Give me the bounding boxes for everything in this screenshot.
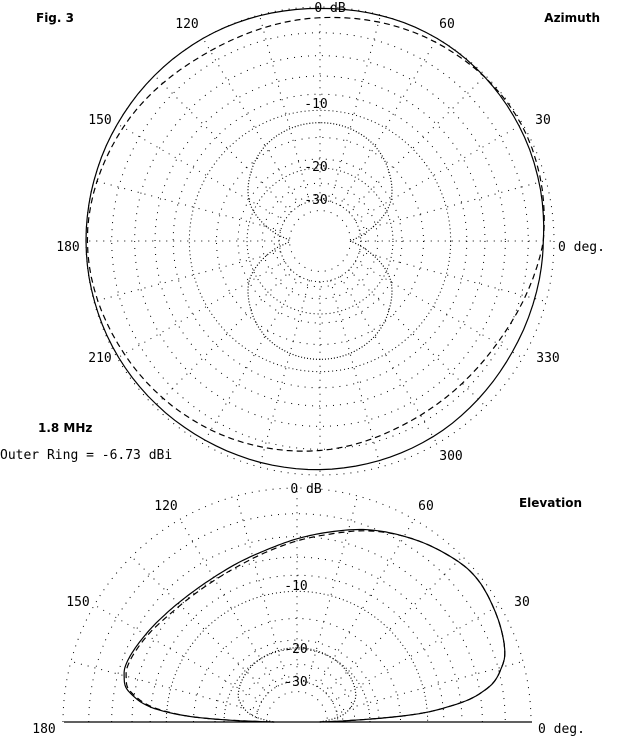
elevation-series — [124, 530, 505, 723]
elevation-spoke — [132, 557, 269, 694]
azimuth-spoke — [349, 76, 486, 213]
azimuth-ring-label-0db: 0 dB — [314, 1, 346, 16]
azimuth-title: Azimuth — [544, 11, 600, 25]
elevation-ring-label-20: -20 — [284, 642, 308, 657]
azimuth-ring-label-20: -20 — [304, 160, 328, 175]
elevation-series-solid — [124, 530, 505, 723]
elevation-ring-label-0db: 0 dB — [290, 482, 322, 497]
azimuth-spoke — [117, 261, 284, 358]
figure-label: Fig. 3 — [36, 11, 74, 25]
azimuth-ring-label-30: -30 — [304, 193, 328, 208]
azimuth-series-dashed — [87, 17, 544, 451]
azimuth-angle-label-300: 300 — [439, 449, 463, 464]
azimuth-series-solid — [86, 8, 544, 469]
azimuth-ring-label-10: -10 — [304, 97, 328, 112]
azimuth-spoke — [331, 280, 381, 467]
azimuth-angle-label-180: 180 — [56, 240, 80, 255]
elevation-spoke — [180, 519, 277, 686]
elevation-angle-label-60: 60 — [418, 499, 434, 514]
elevation-ring-label-30: -30 — [284, 675, 308, 690]
azimuth-spoke — [331, 15, 381, 202]
azimuth-spoke — [94, 180, 281, 230]
elevation-ring-label-10: -10 — [284, 579, 308, 594]
azimuth-spoke — [349, 270, 486, 407]
elevation-ring — [193, 618, 400, 722]
elevation-title: Elevation — [518, 496, 582, 510]
elevation-angle-label-150: 150 — [66, 595, 90, 610]
azimuth-angle-label-0: 0 deg. — [558, 240, 605, 255]
azimuth-angle-label-150: 150 — [88, 113, 112, 128]
outer-ring-label: Outer Ring = -6.73 dBi — [0, 448, 173, 463]
azimuth-spoke — [203, 38, 300, 205]
azimuth-spoke — [203, 276, 300, 443]
azimuth-spoke — [355, 261, 522, 358]
elevation-spoke — [326, 557, 463, 694]
azimuth-spoke — [155, 76, 292, 213]
elevation-angle-label-30: 30 — [514, 595, 530, 610]
azimuth-spoke — [359, 252, 546, 302]
elevation-spoke — [317, 519, 414, 686]
azimuth-angle-label-120: 120 — [175, 17, 199, 32]
elevation-spoke — [336, 661, 523, 711]
elevation-spoke — [236, 496, 286, 683]
azimuth-angle-label-60: 60 — [439, 17, 455, 32]
azimuth-spoke — [355, 124, 522, 221]
elevation-ring — [112, 537, 483, 722]
azimuth-spoke — [359, 180, 546, 230]
elevation-angle-label-180: 180 — [32, 722, 56, 737]
azimuth-spoke — [117, 124, 284, 221]
azimuth-spoke — [340, 276, 437, 443]
azimuth-angle-label-30: 30 — [535, 113, 551, 128]
elevation-ring — [267, 692, 328, 722]
elevation-spoke — [94, 605, 261, 702]
elevation-series-dashed — [126, 531, 505, 722]
frequency-label: 1.8 MHz — [38, 421, 93, 435]
elevation-spoke — [308, 496, 358, 683]
azimuth-angle-label-330: 330 — [536, 351, 560, 366]
azimuth-series — [86, 8, 544, 469]
azimuth-spoke — [259, 280, 309, 467]
elevation-spoke — [332, 605, 499, 702]
azimuth-ring — [290, 211, 351, 272]
azimuth-angle-label-210: 210 — [88, 351, 112, 366]
elevation-angle-label-120: 120 — [154, 499, 178, 514]
azimuth-spoke — [340, 38, 437, 205]
elevation-spoke — [71, 661, 258, 711]
azimuth-spoke — [94, 252, 281, 302]
azimuth-spoke — [259, 15, 309, 202]
elevation-ring — [239, 664, 355, 722]
elevation-angle-label-0: 0 deg. — [538, 722, 585, 737]
azimuth-spoke — [155, 270, 292, 407]
azimuth-ring — [279, 200, 360, 281]
